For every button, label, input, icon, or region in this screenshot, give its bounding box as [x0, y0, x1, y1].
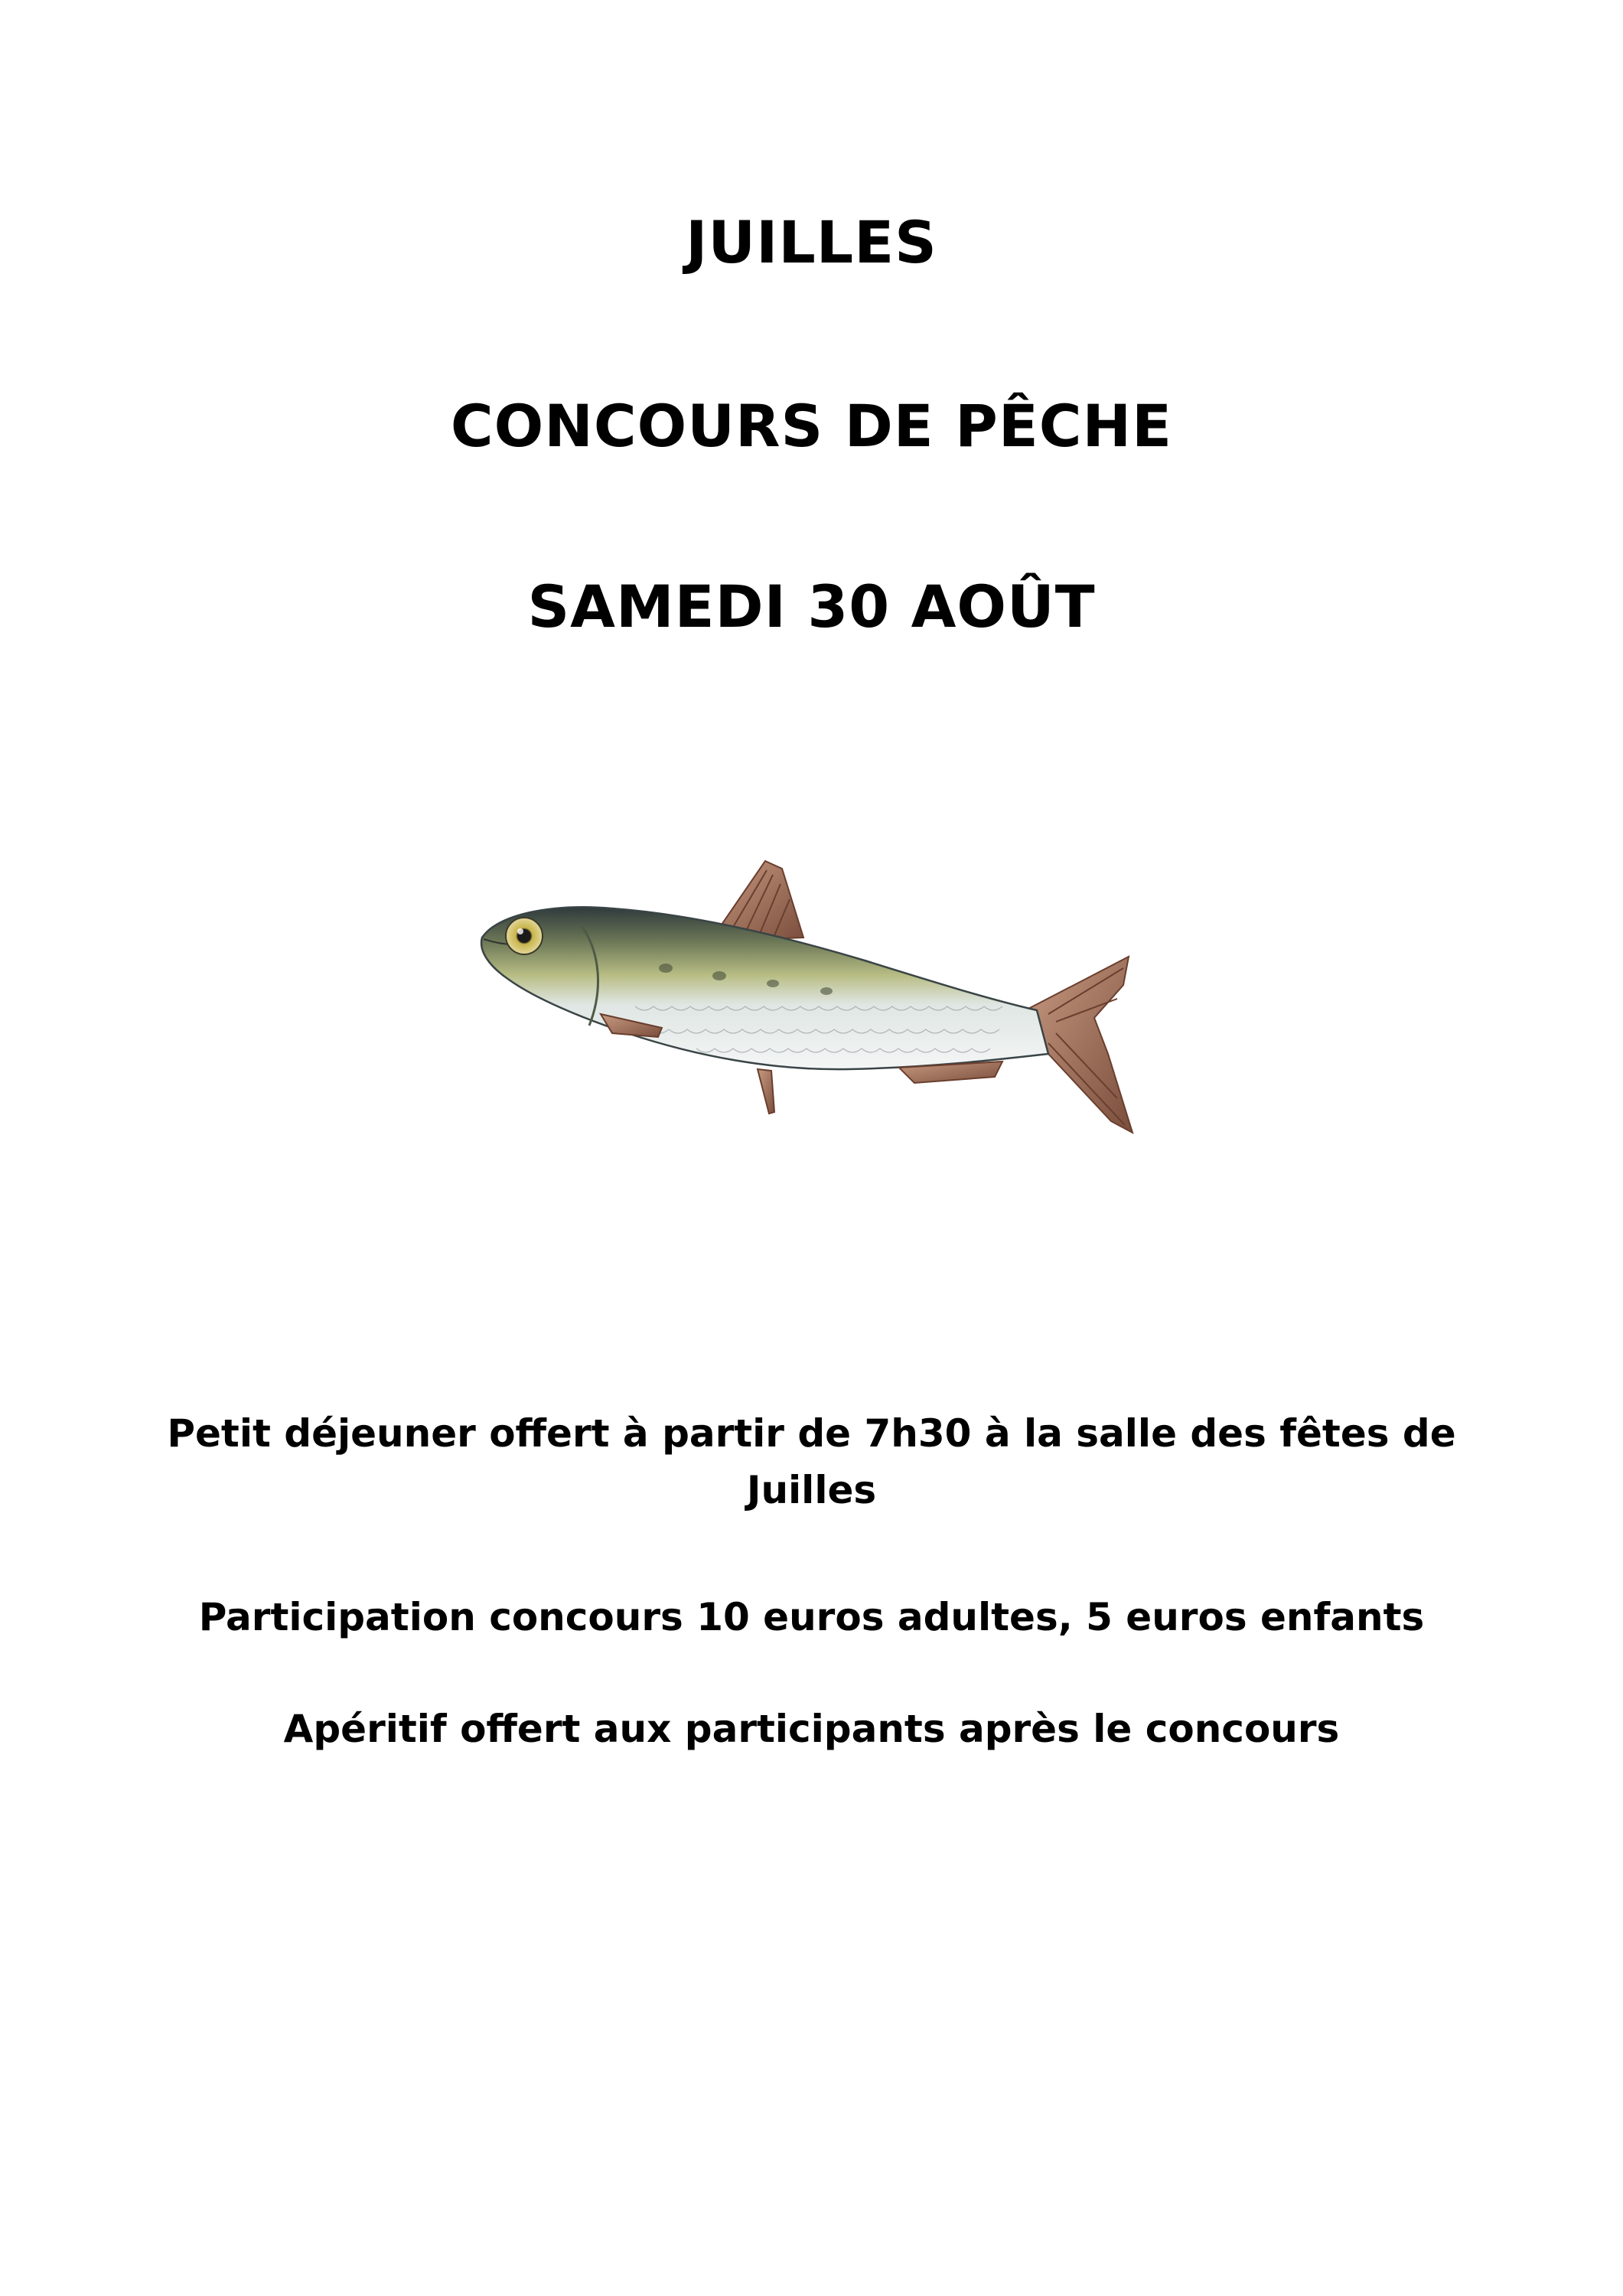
poster-event-title: CONCOURS DE PÊCHE: [450, 392, 1173, 460]
fish-illustration: [467, 853, 1163, 1144]
participation-fee-info: Participation concours 10 euros adultes, 5 euros enfants: [198, 1595, 1425, 1639]
fish-icon: [467, 853, 1163, 1144]
poster-town-title: JUILLES: [686, 208, 937, 276]
poster-date-title: SAMEDI 30 AOÛT: [527, 572, 1096, 641]
aperitif-info: Apéritif offert aux participants après le concours: [283, 1707, 1340, 1751]
breakfast-info: Petit déjeuner offert à partir de 7h30 à la salle des fêtes de Juilles: [167, 1411, 1456, 1512]
